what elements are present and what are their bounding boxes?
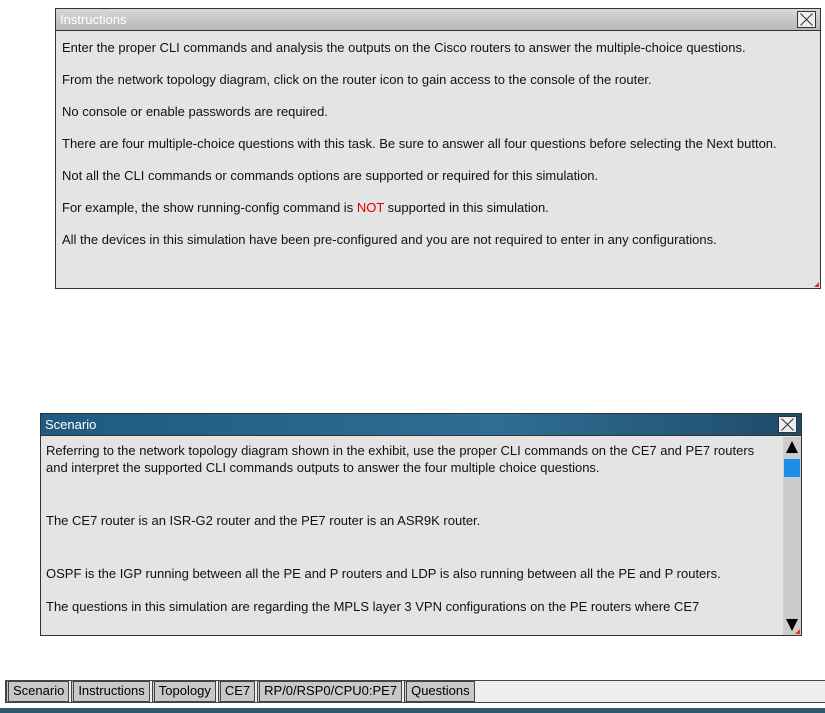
instruction-text: Enter the proper CLI commands and analysis the outputs on the Cisco routers to answer the multiple-choice questions.: [62, 40, 746, 55]
instruction-text: Not all the CLI commands or commands options are supported or required for this simulation.: [62, 168, 599, 183]
bottom-border: [0, 708, 825, 713]
scroll-thumb[interactable]: [784, 459, 800, 477]
taskbar: [5, 680, 825, 703]
tab-ce7[interactable]: CE7: [218, 681, 255, 702]
tab-scenario[interactable]: Scenario: [6, 681, 69, 702]
tab-instructions[interactable]: Instructions: [71, 681, 149, 702]
scenario-text: The CE7 router is an ISR-G2 router and the PE7 router is an ASR9K router.: [46, 513, 481, 528]
scenario-text: Referring to the network topology diagram shown in the exhibit, use the proper CLI commands on the CE7 and PE7 routers and interpret the supported CLI commands outputs to answer the four multiple choice questions.: [46, 443, 755, 475]
instruction-text: No console or enable passwords are required.: [62, 104, 328, 119]
close-icon[interactable]: [778, 416, 797, 433]
scenario-title-bar[interactable]: [41, 414, 801, 436]
tab-topology[interactable]: Topology: [152, 681, 216, 702]
instruction-text: There are four multiple-choice questions with this task. Be sure to answer all four questions before selecting the Next button.: [62, 136, 777, 151]
not-highlight: NOT: [356, 200, 385, 215]
resize-grip[interactable]: [795, 629, 800, 634]
scrollbar[interactable]: [783, 437, 801, 635]
example-text: supported in this simulation.: [384, 200, 549, 215]
scenario-body: [41, 436, 801, 632]
instructions-title-bar[interactable]: [56, 9, 820, 31]
instruction-example: [62, 199, 814, 216]
instructions-window: [55, 8, 821, 289]
tab-pe7[interactable]: RP/0/RSP0/CPU0:PE7: [257, 681, 402, 702]
scenario-title: Scenario: [45, 417, 97, 432]
instructions-title: Instructions: [60, 12, 127, 27]
scenario-window: [40, 413, 802, 636]
tab-questions[interactable]: Questions: [404, 681, 475, 702]
scroll-up-arrow-icon[interactable]: [786, 441, 798, 453]
example-text: For example, the show running-config command is: [62, 200, 357, 215]
instructions-body: [56, 31, 820, 271]
instruction-text: From the network topology diagram, click on the router icon to gain access to the console of the router.: [62, 72, 652, 87]
close-icon[interactable]: [797, 11, 816, 28]
scenario-text: The questions in this simulation are regarding the MPLS layer 3 VPN configurations on the PE routers where CE7: [46, 599, 700, 614]
resize-grip[interactable]: [814, 282, 819, 287]
scenario-text: OSPF is the IGP running between all the PE and P routers and LDP is also running between all the PE and P routers.: [46, 566, 721, 581]
instruction-text: All the devices in this simulation have been pre-configured and you are not required to enter in any configurations.: [62, 232, 717, 247]
